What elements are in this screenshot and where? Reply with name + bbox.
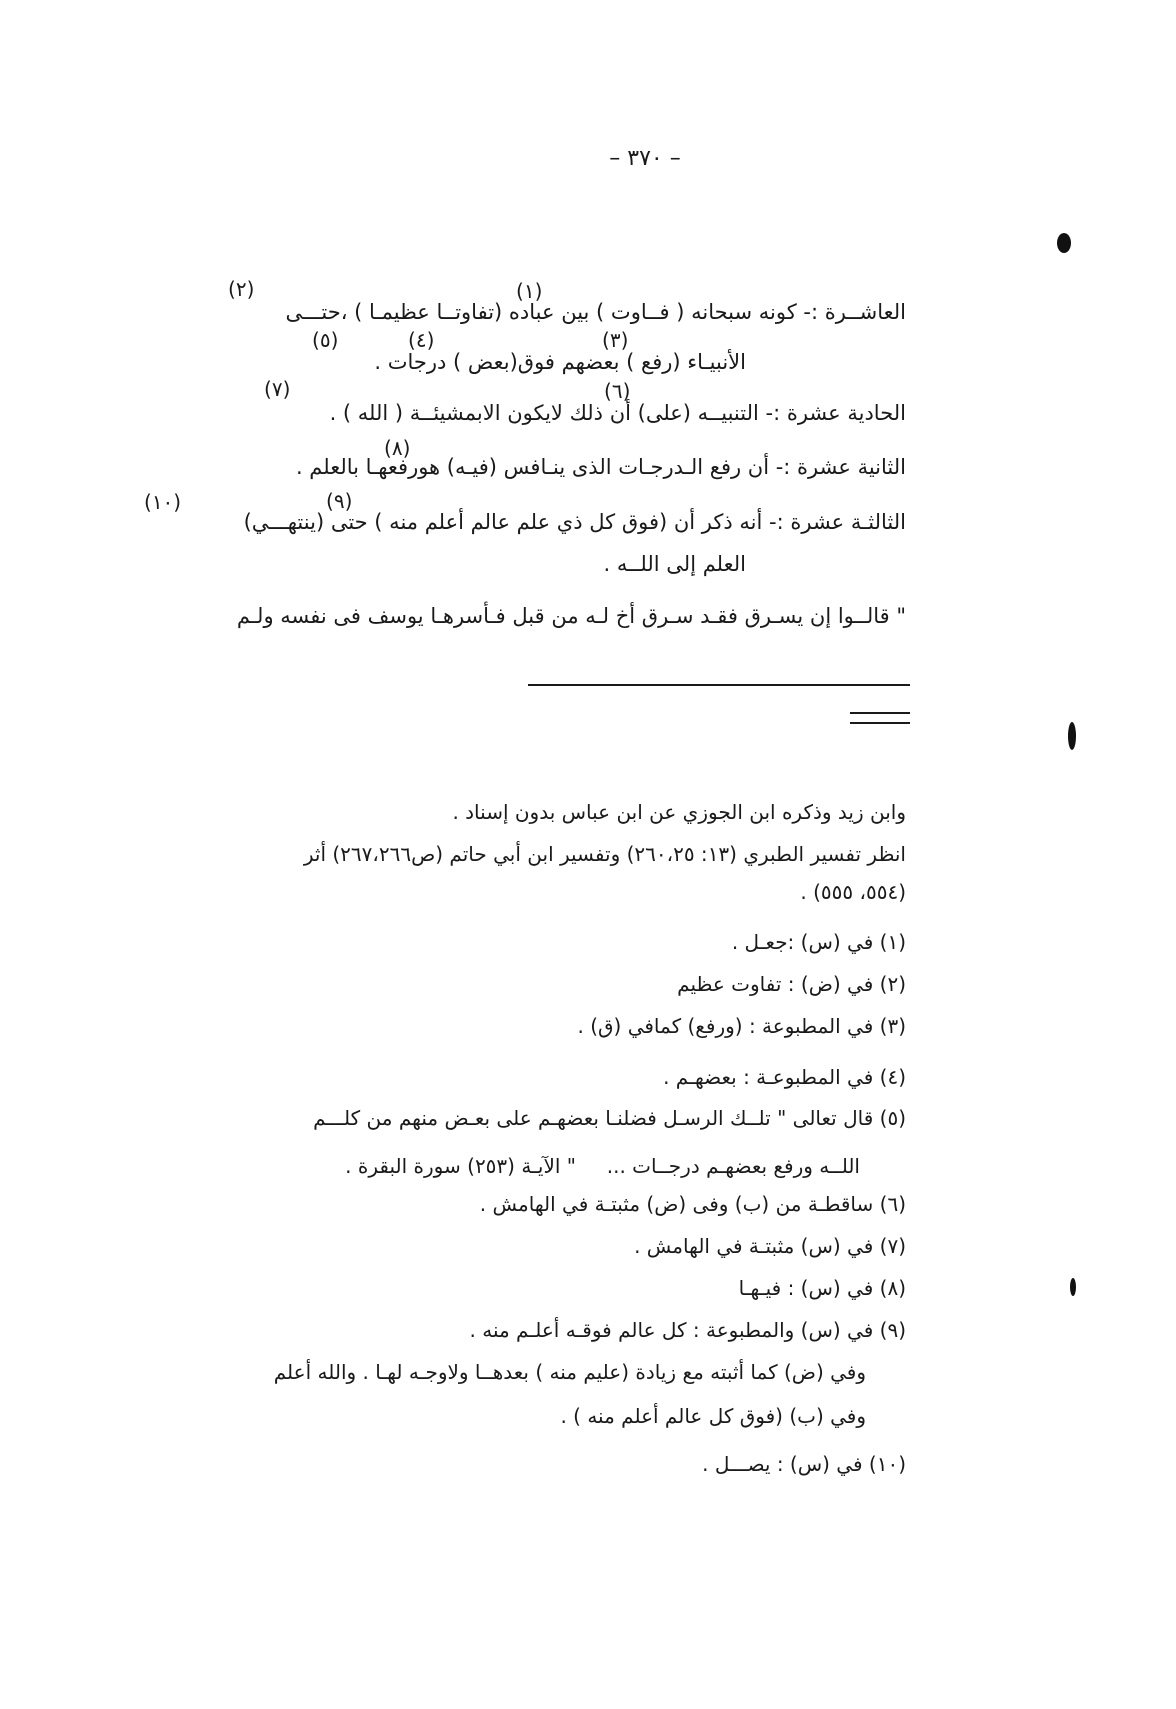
footnote-10: (١٠) في (س) : يصـــل .: [702, 1452, 906, 1476]
quote-line: " قالــوا إن يسـرق فقـد سـرق أخ لـه من قبل فـأسرهـا يوسف فى نفسه ولـم: [236, 604, 906, 628]
footnote-marker-8: (٨): [384, 436, 411, 460]
footnote-1: (١) في (س) :جعـل .: [731, 930, 906, 954]
footnote-marker-10: (١٠): [144, 490, 182, 514]
page-number: – ٣٧٠ –: [609, 146, 681, 171]
footnote-7: (٧) في (س) مثبتـة في الهامش .: [634, 1234, 906, 1258]
footnote-marker-9: (٩): [326, 489, 353, 513]
footnote-marker-5: (٥): [312, 328, 339, 352]
body-line: الأنبيـاء (رفع ) بعضهم فوق(بعض ) درجات .: [374, 350, 746, 374]
footnote-9: (٩) في (س) والمطبوعة : كل عالم فوقـه أعلـم منه .: [469, 1318, 906, 1342]
body-line: الحادية عشرة :- التنبيــه (على) أن ذلك لايكون الابمشيئــة ( الله ) .: [329, 401, 906, 425]
footnote-2: (٢) في (ض) : تفاوت عظيم: [677, 972, 906, 996]
footnote-4: (٤) في المطبوعـة : بعضهـم .: [663, 1065, 906, 1089]
footnote-marker-3: (٣): [602, 328, 629, 352]
scan-mark: [1070, 1278, 1076, 1296]
footnote-text: انظر تفسير الطبري (١٣: ٢٦٠،٢٥) وتفسير ابن أبي حاتم (ص٢٦٧،٢٦٦) أثر: [303, 842, 906, 866]
footnote-6: (٦) ساقطـة من (ب) وفى (ض) مثبتـة في الهامش .: [479, 1192, 906, 1216]
double-rule-bottom: [850, 722, 910, 724]
scan-mark: [1068, 722, 1076, 750]
body-line: الثانية عشرة :- أن رفع الـدرجـات الذى ينـافس (فيـه) هورفعهـا بالعلم .: [295, 455, 906, 479]
footnote-5-cont: اللــه ورفع بعضهـم درجــات ...: [606, 1154, 860, 1178]
footnote-marker-6: (٦): [604, 379, 631, 403]
footnote-5: (٥) قال تعالى " تلــك الرسـل فضلنـا بعضهـم على بعـض منهم من كلـــم: [313, 1106, 906, 1130]
footnote-marker-1: (١): [516, 279, 543, 303]
scan-mark: [1057, 233, 1071, 253]
body-line: الثالثـة عشرة :- أنه ذكر أن (فوق كل ذي علم عالم أعلم منه ) حتى (ينتهـــي): [243, 510, 906, 534]
footnote-9-cont: وفي (ض) كما أثبته مع زيادة (عليم منه ) بعدهــا ولاوجـه لهـا . والله أعلم: [273, 1360, 866, 1384]
footnote-text: (٥٥٤، ٥٥٥) .: [800, 880, 906, 904]
footnote-3: (٣) في المطبوعة : (ورفع) كمافي (ق) .: [577, 1014, 906, 1038]
footnote-marker-4: (٤): [408, 328, 435, 352]
footnote-5-ref: " الآيـة (٢٥٣) سورة البقرة .: [345, 1154, 576, 1178]
double-rule-top: [850, 712, 910, 714]
footnote-marker-7: (٧): [264, 377, 291, 401]
body-line: العلم إلى اللــه .: [603, 552, 746, 576]
footnote-marker-2: (٢): [228, 277, 255, 301]
footnote-9-cont: وفي (ب) (فوق كل عالم أعلم منه ) .: [560, 1404, 866, 1428]
footnote-text: وابن زيد وذكره ابن الجوزي عن ابن عباس بدون إسناد .: [452, 800, 906, 824]
body-line: العاشــرة :- كونه سبحانه ( فــاوت ) بين عباده (تفاوتــا عظيمـا ) ،حتـــى: [285, 300, 906, 324]
footnote-8: (٨) في (س) : فيـهـا: [738, 1276, 906, 1300]
footnote-separator: [528, 684, 910, 686]
